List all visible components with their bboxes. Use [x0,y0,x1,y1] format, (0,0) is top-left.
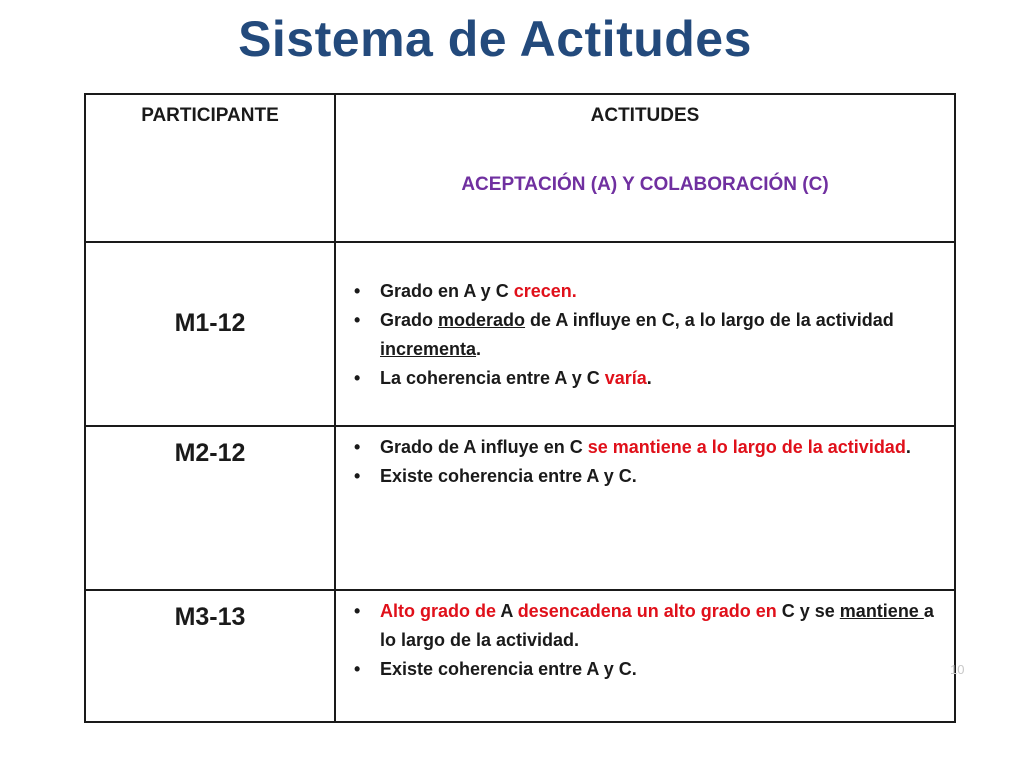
bullet-text: incrementa [380,339,477,359]
participant-cell [86,427,336,589]
bullet-text: de A influye en C, a lo largo de la actividad [525,310,894,330]
bullet-text: Grado de A influye en C [380,437,588,457]
header-cell-attitudes [336,95,954,241]
bullet-item [354,364,944,393]
bullet-icon: • [354,466,361,486]
header-cell-participant [86,95,336,241]
bullet-icon: • [354,601,361,621]
bullet-text: La coherencia entre A y C [380,368,605,388]
bullet-text: Grado [380,310,439,330]
bullet-text: A [500,601,518,621]
table-row [86,427,954,591]
bullet-text: Existe coherencia entre A y C. [380,466,637,486]
participant-id: M1-12 [174,309,246,337]
bullet-text: . [905,437,911,457]
participant-id: M2-12 [174,439,246,467]
bullet-item [354,597,944,655]
bullet-icon: • [354,281,361,301]
bullet-text: mantiene [839,601,924,621]
participant-cell [86,243,336,425]
bullet-icon: • [354,368,361,388]
page-number: 10 [950,662,965,677]
attitudes-cell [336,427,954,589]
bullet-icon: • [354,437,361,457]
bullet-item [354,655,944,684]
table-row [86,591,954,721]
bullet-item [354,433,944,462]
bullet-list [354,433,944,491]
participant-id: M3-13 [174,603,246,631]
bullet-item [354,462,944,491]
bullet-text: Existe coherencia entre A y C. [380,659,637,679]
bullet-icon: • [354,659,361,679]
bullet-text: moderado [438,310,526,330]
column-subheader: ACEPTACIÓN (A) Y COLABORACIÓN (C) [461,174,829,195]
bullet-icon: • [354,310,361,330]
bullet-item [354,277,944,306]
bullet-list [354,597,944,684]
bullet-text: crecen. [513,281,577,301]
table-row [86,243,954,427]
bullet-text: varía [604,368,647,388]
participant-cell [86,591,336,721]
attitudes-table [84,93,956,723]
bullet-list [354,277,944,393]
bullet-text: se mantiene a lo largo de la actividad [587,437,906,457]
attitudes-cell [336,591,954,721]
bullet-text: Alto grado de [380,601,501,621]
bullet-text: . [646,368,652,388]
column-header-participant: PARTICIPANTE [141,105,279,126]
bullet-item [354,306,944,364]
page-title: Sistema de Actitudes [238,11,752,67]
bullet-text: C y se [781,601,840,621]
bullet-text: a lo largo de la actividad. [380,601,934,650]
attitudes-cell [336,243,954,425]
table-header-row [86,95,954,243]
column-header-attitudes: ACTITUDES [590,105,700,126]
bullet-text: desencadena un alto grado en [517,601,782,621]
bullet-text: . [476,339,482,359]
bullet-text: Grado en A y C [380,281,514,301]
